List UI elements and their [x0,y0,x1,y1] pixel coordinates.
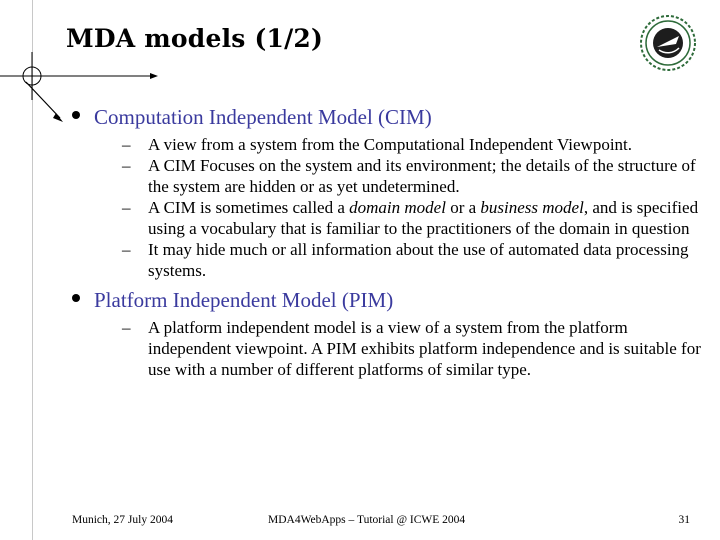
dash-marker-icon: – [122,318,131,337]
emphasized-term: domain model [349,198,446,217]
sub-bullet-item [94,197,702,239]
bullet-heading: Platform Independent Model (PIM) [94,288,394,312]
sub-bullet-text: A view from a system from the Computational Independent Viewpoint. [148,135,633,154]
emphasized-term: business model [480,198,584,217]
bullet-dot-icon [72,294,80,302]
dash-marker-icon: – [122,198,131,217]
dash-marker-icon: – [122,156,131,175]
bullet-item [72,287,702,380]
bullet-dot-icon [72,111,80,119]
footer-date: Munich, 27 July 2004 [72,514,173,526]
sub-bullet-text: It may hide much or all information about the use of automated data processing systems. [148,240,689,280]
sub-bullet-text: A platform independent model is a view of a system from the platform independent viewpoint. A PIM exhibits platform independence and is suitable for use with a number of different platforms of similar type. [148,318,701,379]
university-seal-icon [639,14,697,72]
bullet-heading: Computation Independent Model (CIM) [94,105,432,129]
dash-marker-icon: – [122,135,131,154]
footer-page-number: 31 [678,514,690,526]
sub-bullet-item [94,317,702,380]
sub-bullet-list [94,134,702,281]
sub-bullet-text: , and is specified using a vocabulary that is familiar to the practitioners of the domain in question [148,198,699,238]
dash-marker-icon: – [122,240,131,259]
slide-title: MDA models (1/2) [66,24,324,53]
sub-bullet-item [94,239,702,281]
sub-bullet-list [94,317,702,380]
sub-bullet-text: A CIM is sometimes called a [148,198,350,217]
sub-bullet-item [94,134,702,155]
bullet-item [72,104,702,281]
sub-bullet-text: A CIM Focuses on the system and its environment; the details of the structure of the system are hidden or as yet undetermined. [148,156,696,196]
sub-bullet-item [94,155,702,197]
sub-bullet-text: or a [445,198,481,217]
slide-content [72,104,702,380]
footer-event: MDA4WebApps – Tutorial @ ICWE 2004 [268,514,466,526]
